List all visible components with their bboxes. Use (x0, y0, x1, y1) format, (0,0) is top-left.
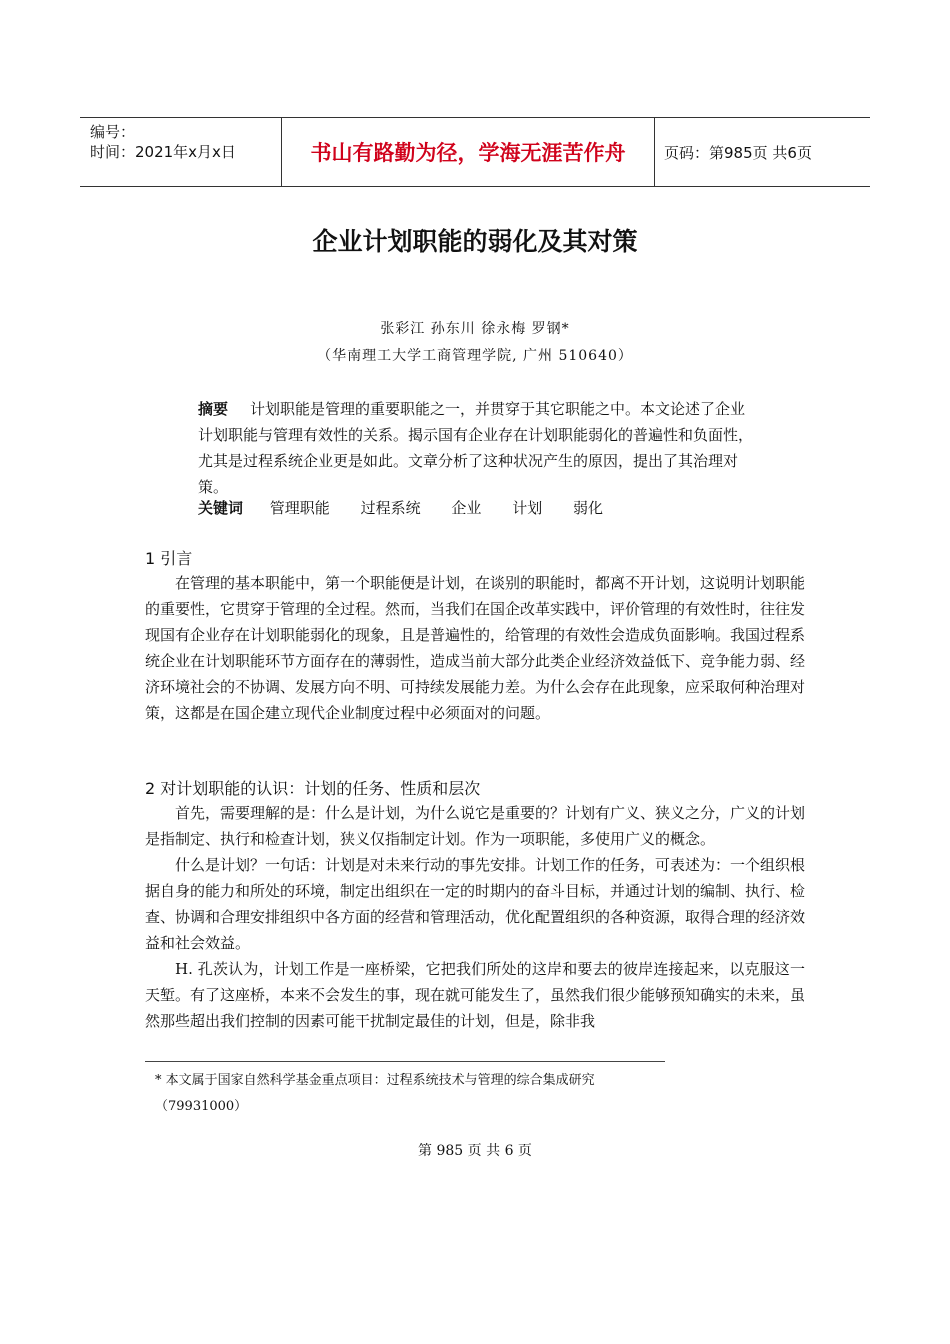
section-heading-2: 2 对计划职能的认识：计划的任务、性质和层次 (145, 779, 481, 798)
time-label: 时间：2021年x月x日 (90, 143, 236, 161)
section-body-1 (145, 570, 805, 726)
document-header (80, 117, 870, 187)
keyword: 管理职能 (269, 499, 330, 517)
authors: 张彩江 孙东川 徐永梅 罗钢* (380, 321, 570, 337)
footnote (155, 1068, 595, 1120)
abstract-label: 摘要 (198, 400, 229, 418)
header-motto: 书山有路勤为径，学海无涯苦作舟 (281, 118, 655, 186)
abstract-text: 计划职能是管理的重要职能之一，并贯穿于其它职能之中。本文论述了企业计划职能与管理有效性的关系。揭示国有企业存在计划职能弱化的普遍性和负面性，尤其是过程系统企业更是如此。文章分析了这种状况产生的原因，提出了其治理对策。 (198, 400, 754, 496)
keywords (198, 496, 629, 520)
affiliation: （华南理工大学工商管理学院, 广州 510640） (317, 348, 633, 364)
header-left (90, 122, 236, 162)
header-page-info: 页码：第985页 共6页 (664, 143, 812, 162)
footnote-line: （79931000） (155, 1099, 248, 1114)
paragraph: 在管理的基本职能中，第一个职能便是计划，在谈别的职能时，都离不开计划，这说明计划职能的重要性，它贯穿于管理的全过程。然而，当我们在国企改革实践中，评价管理的有效性时，往往发现国有企业存在计划职能弱化的现象，且是普遍性的，给管理的有效性会造成负面影响。我国过程系统企业在计划职能环节方面存在的薄弱性，造成当前大部分此类企业经济效益低下、竞争能力弱、经济环境社会的不协调、发展方向不明、可持续发展能力差。为什么会存在此现象，应采取何种治理对策，这都是在国企建立现代企业制度过程中必须面对的问题。 (145, 574, 806, 722)
number-label: 编号： (90, 123, 136, 141)
keywords-label: 关键词 (198, 499, 244, 517)
keyword: 过程系统 (360, 499, 421, 517)
footnote-divider (145, 1061, 665, 1062)
abstract (198, 396, 754, 500)
section-heading-1: 1 引言 (145, 549, 193, 568)
paragraph: 首先，需要理解的是：什么是计划，为什么说它是重要的？计划有广义、狭义之分，广义的计划是指制定、执行和检查计划，狭义仅指制定计划。作为一项职能，多使用广义的概念。 (145, 804, 806, 848)
paragraph: H. 孔茨认为，计划工作是一座桥梁，它把我们所处的这岸和要去的彼岸连接起来，以克服这一天堑。有了这座桥，本来不会发生的事，现在就可能发生了，虽然我们很少能够预知确实的未来，虽然那些超出我们控制的因素可能干扰制定最佳的计划，但是，除非我 (145, 960, 806, 1030)
keyword: 企业 (451, 499, 482, 517)
paragraph: 什么是计划？一句话：计划是对未来行动的事先安排。计划工作的任务，可表述为：一个组织根据自身的能力和所处的环境，制定出组织在一定的时期内的奋斗目标，并通过计划的编制、执行、检查、协调和合理安排组织中各方面的经营和管理活动，优化配置组织的各种资源，取得合理的经济效益和社会效益。 (145, 856, 806, 952)
keyword: 计划 (512, 499, 543, 517)
footnote-line: * 本文属于国家自然科学基金重点项目：过程系统技术与管理的综合集成研究 (155, 1073, 595, 1088)
page-footer: 第 985 页 共 6 页 (418, 1143, 532, 1159)
keyword: 弱化 (572, 499, 603, 517)
section-body-2 (145, 800, 805, 1034)
document-title: 企业计划职能的弱化及其对策 (312, 227, 638, 256)
